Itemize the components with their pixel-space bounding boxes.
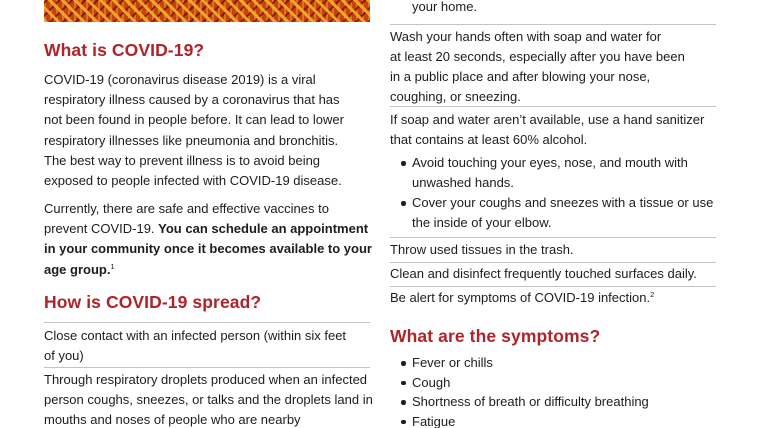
divider [390, 24, 716, 25]
bullet-icon [401, 361, 406, 366]
spread-row-droplets [44, 370, 373, 428]
paragraph-line: COVID-19 (coronavirus disease 2019) is a viral [44, 72, 316, 87]
paragraph-line: The best way to prevent illness is to avoid being [44, 152, 321, 168]
symptoms-list [390, 353, 716, 428]
row-line: If soap and water aren’t available, use a hand sanitizer [390, 112, 705, 127]
divider [390, 106, 716, 107]
prevention-row-clean [390, 264, 716, 284]
row-line: in a public place and after blowing your nose, [390, 69, 651, 84]
paragraph-line: Currently, there are safe and effective vaccines to [44, 201, 329, 216]
row-line: Clean and disinfect frequently touched surfaces daily. [390, 266, 697, 281]
bullet-icon [401, 420, 406, 425]
spread-row-close-contact [44, 326, 370, 366]
paragraph-line: exposed to people infected with COVID-19 disease. [44, 173, 342, 189]
row-line [390, 288, 716, 308]
list-item [390, 412, 716, 428]
prevention-row-wash-hands [390, 27, 716, 107]
prevention-continued-line [390, 0, 716, 17]
paragraph-line: respiratory illnesses like pneumonia and bronchitis. [44, 132, 339, 148]
row-line: that contains at least 60% alcohol. [390, 132, 588, 147]
prevention-row-trash [390, 240, 716, 260]
bullet-icon [401, 381, 406, 386]
divider [390, 237, 716, 238]
list-item-line: Cover your coughs and sneezes with a tissue or use [412, 195, 714, 210]
list-item-line: Avoid touching your eyes, nose, and mouth with [412, 155, 688, 170]
prevention-row-alert [390, 288, 716, 308]
list-item-text: Cough [412, 374, 451, 390]
vaccine-plain-text: prevent COVID-19. [44, 221, 159, 237]
paragraph-line [44, 219, 370, 239]
decorative-pattern-banner [44, 0, 370, 22]
footnote-ref: 2 [650, 290, 655, 299]
bullet-icon [401, 400, 406, 405]
paragraph-line: respiratory illness caused by a coronavirus that has [44, 92, 340, 108]
heading-how-spread: How is COVID-19 spread? [44, 292, 262, 312]
heading-what-is-covid: What is COVID-19? [44, 40, 205, 60]
row-line: Throw used tissues in the trash. [390, 242, 574, 257]
row-line: coughing, or sneezing. [390, 89, 521, 104]
row-line: your home. [412, 0, 478, 14]
row-line: Through respiratory droplets produced when an infected [44, 372, 368, 387]
divider [390, 286, 716, 287]
prevention-row-sanitizer [390, 110, 716, 150]
list-item [390, 193, 716, 233]
row-line: mouths and noses of people who are nearby [44, 412, 301, 427]
list-item-line: the inside of your elbow. [412, 215, 552, 230]
list-item-text: Fever or chills [412, 355, 493, 370]
what-is-paragraph [44, 70, 370, 191]
vaccine-bold-text: You can schedule an appointment [158, 221, 369, 237]
footnote-ref: 1 [110, 261, 115, 271]
list-item [390, 392, 716, 412]
alert-text: Be alert for symptoms of COVID-19 infection. [390, 290, 651, 305]
list-item-line: unwashed hands. [412, 175, 514, 190]
row-line: at least 20 seconds, especially after you have been [390, 49, 685, 64]
heading-symptoms: What are the symptoms? [390, 326, 601, 346]
row-line: Close contact with an infected person (within six feet [44, 328, 347, 343]
divider [390, 262, 716, 263]
list-item [390, 153, 716, 193]
vaccine-paragraph [44, 199, 370, 280]
list-item-text: Shortness of breath or difficulty breathing [412, 394, 649, 409]
list-item-text: Fatigue [412, 413, 456, 428]
list-item [390, 373, 716, 393]
vaccine-bold-line: in your community once it becomes available to your [44, 241, 372, 257]
list-item [390, 353, 716, 373]
bullet-icon [401, 161, 406, 166]
paragraph-line [44, 260, 370, 280]
row-line: person coughs, sneezes, or talks and the droplets land in [44, 392, 373, 407]
divider [44, 322, 370, 323]
row-line: of you) [44, 348, 84, 363]
vaccine-bold-text: age group. [44, 261, 111, 277]
bullet-icon [401, 201, 406, 206]
row-line: Wash your hands often with soap and water for [390, 29, 662, 44]
sanitizer-bullet-list [390, 153, 716, 233]
divider [44, 367, 370, 368]
paragraph-line: not been found in people before. It can lead to lower [44, 112, 344, 128]
